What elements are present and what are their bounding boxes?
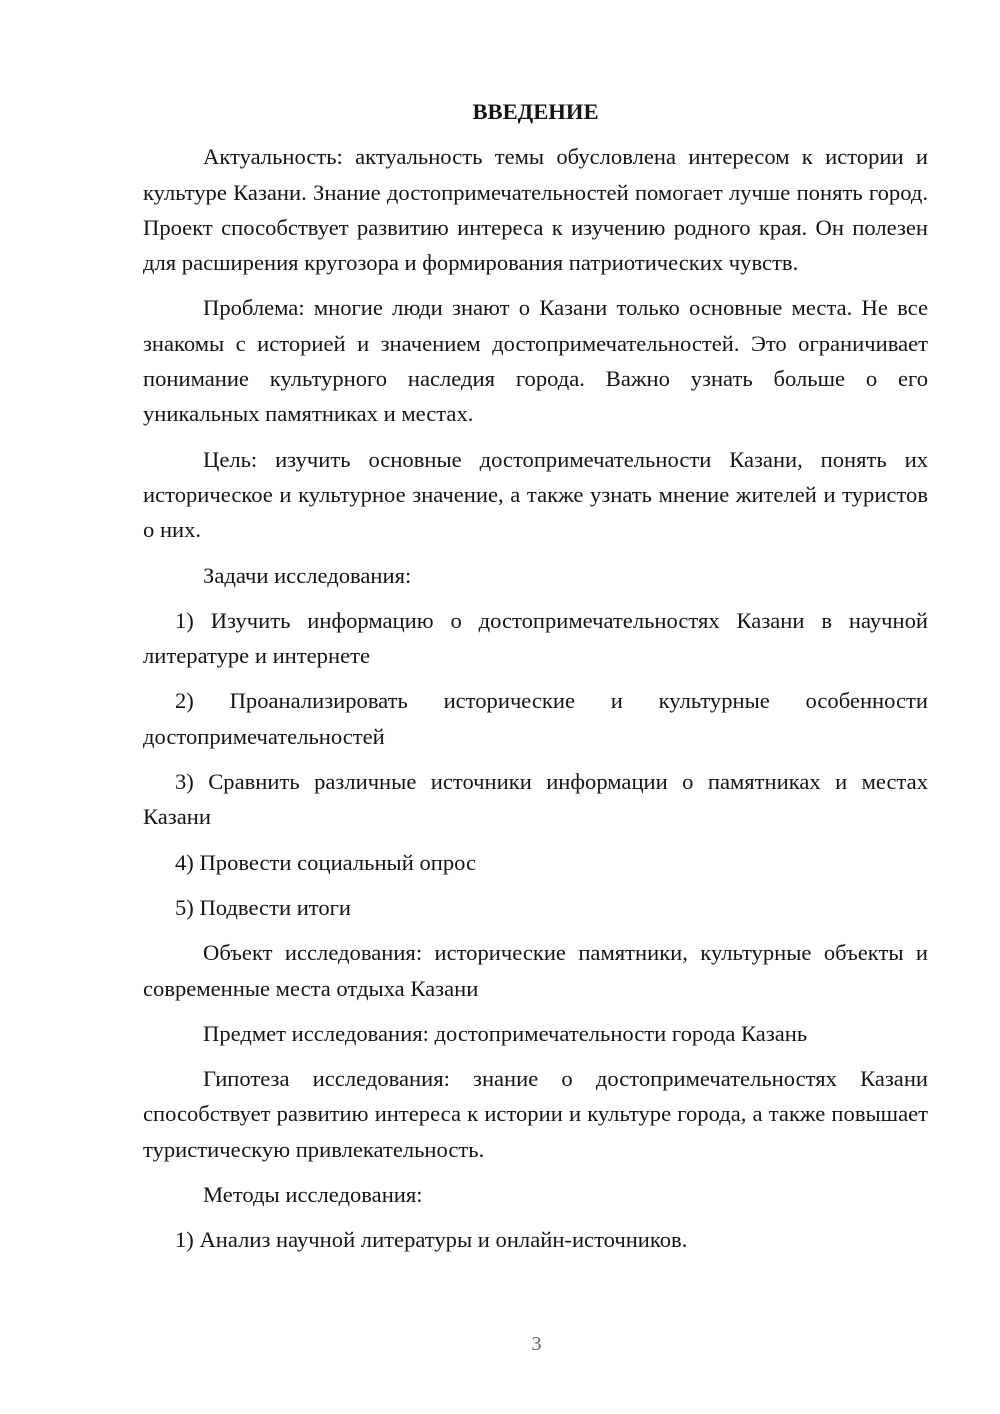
relevance-paragraph: Актуальность: актуальность темы обусловлена интересом к истории и культуре Казани. Знание достопримечательностей помогает лучше понять город. Проект способствует развитию интереса к изучению родного края. Он полезен для расширения кругозора и формирования патриотических чувств. (143, 144, 928, 276)
methods-title: Методы исследования: (203, 1182, 423, 1208)
task-item: 3) Сравнить различные источники информации о памятниках и местах Казани (143, 769, 928, 830)
hypothesis-paragraph: Гипотеза исследования: знание о достопримечательностях Казани способствует развитию интереса к истории и культуре города, а также повышает туристическую привлекательность. (143, 1066, 928, 1162)
task-item: 1) Изучить информацию о достопримечательностях Казани в научной литературе и интернете (143, 607, 928, 669)
task-item: 2) Проанализировать исторические и культурные особенности достопримечательностей (143, 688, 928, 749)
tasks-title: Задачи исследования: (203, 562, 412, 588)
page-content (143, 94, 928, 1268)
problem-paragraph: Проблема: многие люди знают о Казани только основные места. Не все знакомы с историей и значением достопримечательностей. Это ограничивает понимание культурного наследия города. Важно узнать больше о его уникальных памятниках и местах. (143, 295, 928, 427)
task-item: 5) Подвести итоги (175, 894, 352, 920)
goal-paragraph: Цель: изучить основные достопримечательности Казани, понять их историческое и культурное значение, а также узнать мнение жителей и туристов о них. (143, 446, 928, 543)
method-item: 1) Анализ научной литературы и онлайн-источников. (175, 1227, 688, 1253)
section-heading: ВВЕДЕНИЕ (472, 99, 599, 124)
subject-paragraph: Предмет исследования: достопримечательности города Казань (203, 1020, 808, 1046)
object-paragraph: Объект исследования: исторические памятники, культурные объекты и современные места отдыха Казани (143, 940, 928, 1001)
page-number: 3 (531, 1333, 542, 1355)
task-item: 4) Провести социальный опрос (175, 849, 477, 875)
